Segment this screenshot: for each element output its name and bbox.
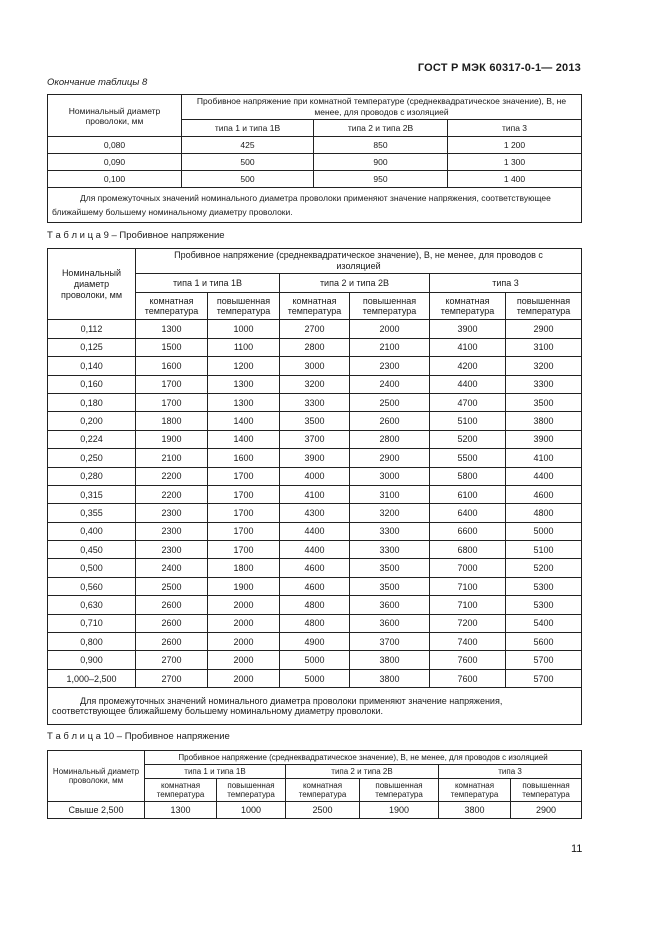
- t10-sub-header: повышенная температура: [511, 779, 582, 802]
- t9-cell: 7100: [430, 577, 506, 595]
- t9-cell: 0,710: [48, 614, 136, 632]
- t10-type-3: типа 3: [439, 765, 582, 779]
- table-row: [48, 651, 582, 669]
- t9-cell: 5300: [506, 577, 582, 595]
- t8-cell: 425: [182, 137, 314, 154]
- t9-cell: 4600: [280, 577, 350, 595]
- t9-cell: 2300: [350, 357, 430, 375]
- t10-cell: 1300: [145, 802, 217, 819]
- t9-cell: 5000: [506, 522, 582, 540]
- t9-cell: 2900: [350, 449, 430, 467]
- page-number: 11: [571, 843, 583, 855]
- t9-cell: 1700: [208, 504, 280, 522]
- t9-sub-header: повышенная температура: [506, 293, 582, 320]
- t9-cell: 3000: [350, 467, 430, 485]
- t10-type-1: типа 1 и типа 1В: [145, 765, 286, 779]
- t10-sub-header: повышенная температура: [217, 779, 286, 802]
- t9-cell: 1,000–2,500: [48, 669, 136, 687]
- t9-cell: 0,280: [48, 467, 136, 485]
- table-row: [48, 449, 582, 467]
- t9-cell: 5100: [430, 412, 506, 430]
- t9-cell: 0,355: [48, 504, 136, 522]
- t9-cell: 3200: [350, 504, 430, 522]
- t9-cell: 2200: [136, 485, 208, 503]
- t9-type-1: типа 1 и типа 1В: [136, 274, 280, 293]
- t9-cell: 2000: [208, 633, 280, 651]
- t9-cell: 3700: [350, 633, 430, 651]
- t9-cell: 5700: [506, 669, 582, 687]
- t8-cell: 900: [314, 154, 448, 171]
- table-row: [48, 559, 582, 577]
- table-row: [48, 669, 582, 687]
- table-row: [48, 357, 582, 375]
- t9-cell: 3200: [280, 375, 350, 393]
- t9-cell: 1600: [136, 357, 208, 375]
- t9-cell: 2100: [136, 449, 208, 467]
- t10-cell: Свыше 2,500: [48, 802, 145, 819]
- t9-cell: 2400: [350, 375, 430, 393]
- t9-cell: 0,112: [48, 320, 136, 338]
- t9-cell: 2300: [136, 522, 208, 540]
- table-row: [48, 614, 582, 632]
- t8-note: Для промежуточных значений номинального диаметра проволоки применяют значение напряжения, соответствующее ближайшему большему номинальному диаметру проволоки.: [48, 188, 582, 223]
- t9-cell: 1400: [208, 430, 280, 448]
- table8: [47, 94, 582, 223]
- t9-cell: 1900: [208, 577, 280, 595]
- t9-cell: 7600: [430, 669, 506, 687]
- t10-sub-header: повышенная температура: [360, 779, 439, 802]
- table-row: [48, 320, 582, 338]
- t9-note: Для промежуточных значений номинального диаметра проволоки применяют значение напряжения, соответствующее ближайшему большему номинальному диаметру проволоки.: [48, 688, 582, 725]
- t9-sub-header: комнатная температура: [280, 293, 350, 320]
- t8-type-1: типа 1 и типа 1В: [182, 120, 314, 137]
- t9-cell: 2400: [136, 559, 208, 577]
- t9-cell: 1300: [208, 393, 280, 411]
- t9-cell: 7200: [430, 614, 506, 632]
- t9-cell: 7400: [430, 633, 506, 651]
- t9-cell: 6400: [430, 504, 506, 522]
- t9-cell: 4400: [280, 541, 350, 559]
- table-row: [48, 522, 582, 540]
- t9-cell: 3900: [430, 320, 506, 338]
- t9-cell: 0,125: [48, 338, 136, 356]
- t9-cell: 1400: [208, 412, 280, 430]
- t9-cell: 4800: [280, 596, 350, 614]
- t9-cell: 5200: [506, 559, 582, 577]
- t9-cell: 0,450: [48, 541, 136, 559]
- t9-cell: 5000: [280, 651, 350, 669]
- t8-cell: 1 400: [448, 171, 582, 188]
- t9-cell: 3500: [506, 393, 582, 411]
- table-row: [48, 412, 582, 430]
- t9-cell: 1000: [208, 320, 280, 338]
- t9-cell: 1300: [208, 375, 280, 393]
- t9-cell: 5100: [506, 541, 582, 559]
- t9-cell: 5500: [430, 449, 506, 467]
- table-row: [48, 633, 582, 651]
- t8-type-3: типа 3: [448, 120, 582, 137]
- t9-cell: 1700: [136, 375, 208, 393]
- t9-sub-header: комнатная температура: [430, 293, 506, 320]
- t8-group-header: Пробивное напряжение при комнатной температуре (среднеквадратическое значение), В, не менее, для проводов с изоляцией: [182, 95, 582, 120]
- t9-cell: 4600: [506, 485, 582, 503]
- t9-cell: 1700: [208, 541, 280, 559]
- t8-cell: 950: [314, 171, 448, 188]
- t9-cell: 2000: [208, 669, 280, 687]
- t9-cell: 3600: [350, 596, 430, 614]
- t9-cell: 1700: [208, 485, 280, 503]
- table-row: [48, 430, 582, 448]
- t9-cell: 3600: [350, 614, 430, 632]
- t9-group-header: Пробивное напряжение (среднеквадратическое значение), В, не менее, для проводов с изоляцией: [136, 249, 582, 274]
- t9-cell: 2500: [350, 393, 430, 411]
- t9-cell: 2700: [136, 651, 208, 669]
- table-row: [48, 802, 582, 819]
- t9-cell: 3500: [350, 577, 430, 595]
- table-row: [48, 596, 582, 614]
- t9-cell: 1100: [208, 338, 280, 356]
- t9-cell: 3900: [506, 430, 582, 448]
- t9-cell: 2300: [136, 541, 208, 559]
- t9-cell: 2500: [136, 577, 208, 595]
- t9-cell: 5600: [506, 633, 582, 651]
- t9-cell: 3500: [280, 412, 350, 430]
- t9-cell: 1600: [208, 449, 280, 467]
- t9-cell: 0,160: [48, 375, 136, 393]
- t9-cell: 3500: [350, 559, 430, 577]
- t8-cell: 850: [314, 137, 448, 154]
- t9-cell: 2600: [136, 614, 208, 632]
- t9-cell: 3800: [350, 669, 430, 687]
- t9-cell: 4400: [280, 522, 350, 540]
- t9-cell: 6800: [430, 541, 506, 559]
- t9-type-2: типа 2 и типа 2В: [280, 274, 430, 293]
- document-title: ГОСТ Р МЭК 60317-0-1— 2013: [417, 62, 581, 74]
- t9-cell: 2000: [208, 614, 280, 632]
- t9-cell: 3800: [506, 412, 582, 430]
- t9-sub-header: комнатная температура: [136, 293, 208, 320]
- t9-cell: 4000: [280, 467, 350, 485]
- table-row: [48, 577, 582, 595]
- t9-cell: 3200: [506, 357, 582, 375]
- t9-cell: 1700: [136, 393, 208, 411]
- t10-col-diameter: Номинальный диаметр проволоки, мм: [48, 751, 145, 802]
- t8-cell: 500: [182, 171, 314, 188]
- t9-cell: 0,250: [48, 449, 136, 467]
- t9-cell: 2000: [350, 320, 430, 338]
- table-row: [48, 541, 582, 559]
- t8-col-diameter: Номинальный диаметр проволоки, мм: [48, 95, 182, 137]
- t9-cell: 3300: [350, 541, 430, 559]
- t9-cell: 3300: [506, 375, 582, 393]
- t9-cell: 0,560: [48, 577, 136, 595]
- table9-caption: Т а б л и ц а 9 – Пробивное напряжение: [47, 230, 225, 241]
- table-row: [48, 504, 582, 522]
- table8-caption: Окончание таблицы 8: [47, 77, 148, 88]
- t9-cell: 0,140: [48, 357, 136, 375]
- t9-cell: 2700: [280, 320, 350, 338]
- t9-cell: 1700: [208, 522, 280, 540]
- t10-sub-header: комнатная температура: [286, 779, 360, 802]
- t10-sub-header: комнатная температура: [145, 779, 217, 802]
- t9-cell: 0,315: [48, 485, 136, 503]
- t10-group-header: Пробивное напряжение (среднеквадратическое значение), В, не менее, для проводов с изоляцией: [145, 751, 582, 765]
- t9-cell: 5200: [430, 430, 506, 448]
- t9-cell: 2200: [136, 467, 208, 485]
- t9-cell: 6600: [430, 522, 506, 540]
- t9-cell: 3100: [350, 485, 430, 503]
- t9-cell: 2300: [136, 504, 208, 522]
- t9-cell: 0,224: [48, 430, 136, 448]
- t10-type-2: типа 2 и типа 2В: [286, 765, 439, 779]
- t9-cell: 4800: [506, 504, 582, 522]
- table-row: [48, 393, 582, 411]
- t9-cell: 2600: [136, 633, 208, 651]
- t9-cell: 1800: [136, 412, 208, 430]
- table-row: [48, 137, 582, 154]
- t9-cell: 4400: [430, 375, 506, 393]
- t10-cell: 1000: [217, 802, 286, 819]
- t9-sub-header: повышенная температура: [208, 293, 280, 320]
- t9-cell: 4800: [280, 614, 350, 632]
- t9-cell: 0,180: [48, 393, 136, 411]
- t9-cell: 2700: [136, 669, 208, 687]
- t9-cell: 0,200: [48, 412, 136, 430]
- t9-cell: 2100: [350, 338, 430, 356]
- t10-cell: 2500: [286, 802, 360, 819]
- t8-cell: 0,090: [48, 154, 182, 171]
- t9-cell: 1300: [136, 320, 208, 338]
- t9-cell: 4600: [280, 559, 350, 577]
- table-row: [48, 375, 582, 393]
- t9-cell: 4100: [280, 485, 350, 503]
- t9-cell: 4100: [506, 449, 582, 467]
- table-row: [48, 154, 582, 171]
- t9-cell: 3300: [350, 522, 430, 540]
- table-row: [48, 485, 582, 503]
- t9-cell: 3700: [280, 430, 350, 448]
- t10-sub-header: комнатная температура: [439, 779, 511, 802]
- t8-type-2: типа 2 и типа 2В: [314, 120, 448, 137]
- t10-cell: 3800: [439, 802, 511, 819]
- t9-cell: 2600: [350, 412, 430, 430]
- t9-cell: 2800: [280, 338, 350, 356]
- t8-cell: 500: [182, 154, 314, 171]
- t9-col-diameter: Номинальный диаметр проволоки, мм: [48, 249, 136, 320]
- t8-cell: 0,100: [48, 171, 182, 188]
- t9-cell: 3100: [506, 338, 582, 356]
- t9-cell: 7100: [430, 596, 506, 614]
- t9-cell: 3800: [350, 651, 430, 669]
- t9-cell: 5800: [430, 467, 506, 485]
- t9-cell: 5700: [506, 651, 582, 669]
- t9-cell: 4200: [430, 357, 506, 375]
- t9-cell: 0,630: [48, 596, 136, 614]
- t9-sub-header: повышенная температура: [350, 293, 430, 320]
- table9: [47, 248, 582, 725]
- t9-cell: 0,400: [48, 522, 136, 540]
- table10: [47, 750, 582, 819]
- t9-cell: 1200: [208, 357, 280, 375]
- t9-type-3: типа 3: [430, 274, 582, 293]
- table10-caption: Т а б л и ц а 10 – Пробивное напряжение: [47, 731, 230, 742]
- t10-cell: 2900: [511, 802, 582, 819]
- t9-cell: 6100: [430, 485, 506, 503]
- t9-cell: 7600: [430, 651, 506, 669]
- t9-cell: 4700: [430, 393, 506, 411]
- t9-cell: 1500: [136, 338, 208, 356]
- t9-cell: 0,900: [48, 651, 136, 669]
- table-row: [48, 338, 582, 356]
- t9-cell: 4100: [430, 338, 506, 356]
- t9-cell: 1900: [136, 430, 208, 448]
- t8-cell: 1 300: [448, 154, 582, 171]
- t9-cell: 4900: [280, 633, 350, 651]
- t9-cell: 4400: [506, 467, 582, 485]
- t9-cell: 2900: [506, 320, 582, 338]
- t9-cell: 7000: [430, 559, 506, 577]
- t9-cell: 1800: [208, 559, 280, 577]
- t9-cell: 1700: [208, 467, 280, 485]
- t9-cell: 2000: [208, 596, 280, 614]
- t9-cell: 3900: [280, 449, 350, 467]
- t8-cell: 1 200: [448, 137, 582, 154]
- t9-cell: 5000: [280, 669, 350, 687]
- t9-cell: 5300: [506, 596, 582, 614]
- table-row: [48, 467, 582, 485]
- t9-cell: 2600: [136, 596, 208, 614]
- t9-cell: 2800: [350, 430, 430, 448]
- table-row: [48, 171, 582, 188]
- t9-cell: 0,800: [48, 633, 136, 651]
- t10-cell: 1900: [360, 802, 439, 819]
- t9-cell: 2000: [208, 651, 280, 669]
- t9-cell: 5400: [506, 614, 582, 632]
- t9-cell: 3000: [280, 357, 350, 375]
- t9-cell: 3300: [280, 393, 350, 411]
- t9-cell: 4300: [280, 504, 350, 522]
- t8-cell: 0,080: [48, 137, 182, 154]
- t9-cell: 0,500: [48, 559, 136, 577]
